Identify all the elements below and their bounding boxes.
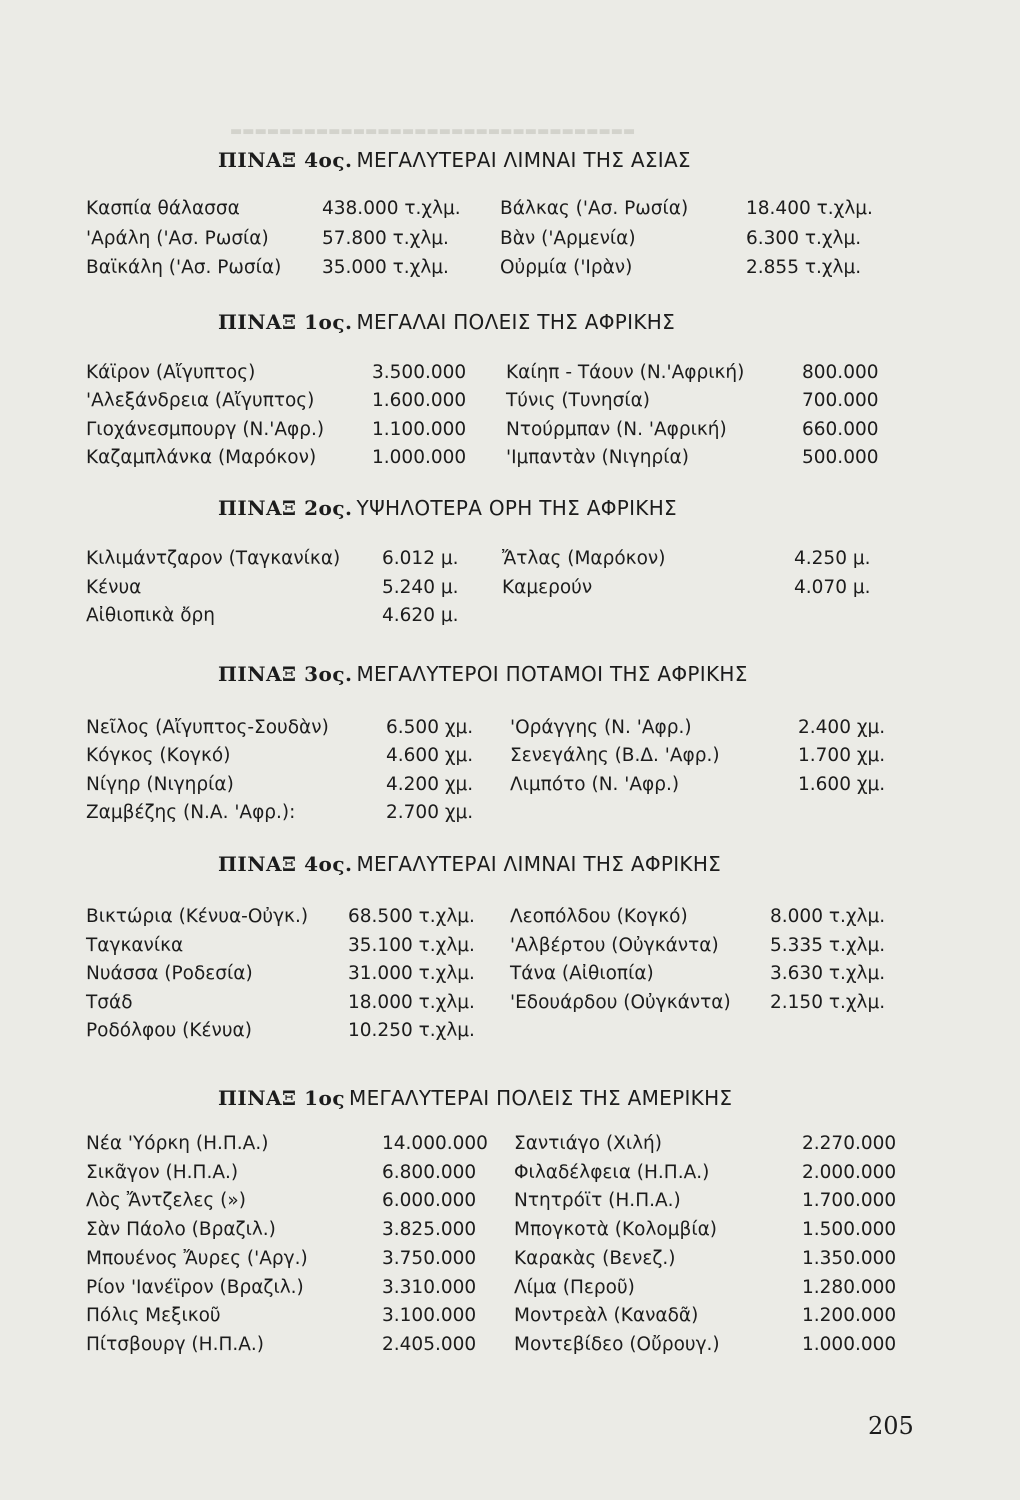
table-number: ΠΙΝΑΞ 4ος. [218, 148, 353, 172]
entry-value: 1.200.000 [802, 1305, 897, 1327]
entry-name: 'Αλεξάνδρεια (Αἴγυπτος) [86, 390, 315, 412]
entry-value: 6.000.000 [382, 1190, 477, 1212]
entry-value: 6.012 μ. [382, 548, 459, 569]
entry-name: Φιλαδέλφεια (Η.Π.Α.) [514, 1161, 710, 1183]
entry-value: 6.500 χμ. [386, 717, 474, 738]
entry-value: 2.700 χμ. [386, 801, 474, 823]
entry-name: Ἄτλας (Μαρόκον) [502, 548, 666, 569]
table-number: ΠΙΝΑΞ 1ος. [218, 310, 353, 334]
table-heading [218, 662, 748, 686]
entry-value: 5.335 τ.χλμ. [770, 934, 886, 956]
entry-name: Μοντεβίδεο (Οὔρουγ.) [514, 1333, 720, 1355]
entry-value: 2.000.000 [802, 1161, 897, 1183]
entry-name: Μπουένος Ἄυρες ('Αργ.) [86, 1247, 308, 1269]
page-number: 205 [868, 1412, 914, 1440]
table-heading [218, 852, 721, 876]
table-title: ΜΕΓΑΛΥΤΕΡΑΙ ΠΟΛΕΙΣ ΤΗΣ ΑΜΕΡΙΚΗΣ [349, 1086, 733, 1110]
entry-name: Ντητρόϊτ (Η.Π.Α.) [514, 1190, 681, 1212]
table-title: ΜΕΓΑΛΑΙ ΠΟΛΕΙΣ ΤΗΣ ΑΦΡΙΚΗΣ [356, 310, 676, 334]
entry-name: Τάνα (Αἰθιοπία) [510, 963, 654, 984]
entry-name: Τσάδ [86, 991, 133, 1013]
entry-name: Κένυα [86, 576, 142, 598]
table-title: ΥΨΗΛΟΤΕΡΑ ΟΡΗ ΤΗΣ ΑΦΡΙΚΗΣ [356, 496, 677, 520]
table-heading [218, 1086, 732, 1110]
entry-name: 'Ιμπαντὰν (Νιγηρία) [506, 446, 689, 468]
entry-name: Γιοχάνεσμπουργ (Ν.'Αφρ.) [86, 418, 325, 440]
entry-name: Λεοπόλδου (Κογκό) [510, 906, 688, 927]
entry-value: 800.000 [802, 362, 879, 383]
entry-value: 18.000 τ.χλμ. [348, 991, 475, 1013]
entry-value: 1.100.000 [372, 418, 467, 440]
table-heading [218, 310, 675, 334]
entry-name: Τύνις (Τυνησία) [506, 390, 651, 412]
table-number: ΠΙΝΑΞ 4ος. [218, 852, 353, 876]
entry-value: 35.000 τ.χλμ. [322, 257, 449, 278]
entry-name: Ρίον 'Ιανέϊρον (Βραζιλ.) [86, 1276, 304, 1298]
entry-value: 18.400 τ.χλμ. [746, 198, 873, 219]
entry-name: Σικᾶγον (Η.Π.Α.) [86, 1161, 239, 1183]
entry-value: 1.700 χμ. [798, 745, 886, 767]
entry-name: Λίμα (Περοῦ) [514, 1276, 635, 1298]
entry-name: Λιμπότο (Ν. 'Αφρ.) [510, 773, 680, 795]
entry-value: 1.700.000 [802, 1190, 897, 1212]
entry-name: Βαϊκάλη ('Ασ. Ρωσία) [86, 257, 282, 278]
entry-name: Σαντιάγο (Χιλή) [514, 1133, 662, 1154]
entry-name: Νέα 'Υόρκη (Η.Π.Α.) [86, 1133, 269, 1154]
entry-value: 10.250 τ.χλμ. [348, 1020, 475, 1041]
table-number: ΠΙΝΑΞ 3ος. [218, 662, 353, 686]
entry-name: Πίτσβουργ (Η.Π.Α.) [86, 1333, 264, 1355]
entry-name: Κόγκος (Κογκό) [86, 745, 231, 767]
entry-name: 'Αλβέρτου (Οὐγκάντα) [510, 934, 719, 956]
entry-value: 31.000 τ.χλμ. [348, 963, 475, 984]
entry-name: Αἰθιοπικὰ ὄρη [86, 605, 215, 626]
entry-value: 35.100 τ.χλμ. [348, 934, 475, 956]
table-number: ΠΙΝΑΞ 2ος. [218, 496, 353, 520]
entry-value: 3.100.000 [382, 1305, 477, 1327]
entry-name: Πόλις Μεξικοῦ [86, 1305, 221, 1327]
entry-name: Κιλιμάντζαρον (Ταγκανίκα) [86, 548, 341, 569]
entry-name: Κάϊρον (Αἴγυπτος) [86, 362, 256, 383]
entry-value: 4.620 μ. [382, 605, 459, 626]
entry-name: 'Αράλη ('Ασ. Ρωσία) [86, 227, 269, 249]
entry-name: Νεῖλος (Αἴγυπτος-Σουδὰν) [86, 717, 329, 738]
entry-name: Ταγκανίκα [86, 934, 184, 956]
entry-value: 4.250 μ. [794, 548, 871, 569]
entry-name: 'Οράγγης (Ν. 'Αφρ.) [510, 717, 692, 738]
entry-value: 1.000.000 [372, 446, 467, 468]
entry-value: 3.630 τ.χλμ. [770, 963, 886, 984]
entry-value: 6.300 τ.χλμ. [746, 227, 862, 249]
entry-value: 57.800 τ.χλμ. [322, 227, 449, 249]
entry-value: 2.405.000 [382, 1333, 477, 1355]
entry-value: 8.000 τ.χλμ. [770, 906, 886, 927]
entry-name: Καρακὰς (Βενεζ.) [514, 1247, 676, 1269]
entry-value: 1.280.000 [802, 1276, 897, 1298]
bleed-through-text: ▬▬▬▬▬▬▬▬▬▬▬▬▬▬▬▬▬▬▬▬▬▬▬▬▬▬▬▬▬▬▬▬▬ [230, 124, 636, 139]
entry-name: Μοντρεὰλ (Καναδᾶ) [514, 1305, 699, 1327]
entry-value: 2.855 τ.χλμ. [746, 257, 862, 278]
entry-value: 14.000.000 [382, 1133, 488, 1154]
table-heading [218, 496, 677, 520]
entry-name: Ντούρμπαν (Ν. 'Αφρική) [506, 418, 727, 440]
table-title: ΜΕΓΑΛΥΤΕΡΟΙ ΠΟΤΑΜΟΙ ΤΗΣ ΑΦΡΙΚΗΣ [356, 662, 748, 686]
entry-name: Ζαμβέζης (Ν.Α. 'Αφρ.): [86, 801, 296, 823]
entry-value: 438.000 τ.χλμ. [322, 198, 461, 219]
entry-value: 4.200 χμ. [386, 773, 474, 795]
entry-value: 3.750.000 [382, 1247, 477, 1269]
entry-name: 'Εδουάρδου (Οὐγκάντα) [510, 991, 731, 1013]
entry-name: Βικτώρια (Κένυα-Οὐγκ.) [86, 906, 309, 927]
entry-value: 700.000 [802, 390, 879, 412]
entry-value: 660.000 [802, 418, 879, 440]
entry-name: Οὐρμία ('Ιρὰν) [500, 257, 633, 278]
entry-value: 2.400 χμ. [798, 717, 886, 738]
entry-value: 1.600 χμ. [798, 773, 886, 795]
entry-value: 500.000 [802, 446, 879, 468]
entry-value: 1.500.000 [802, 1219, 897, 1241]
table-number: ΠΙΝΑΞ 1ος [218, 1086, 346, 1110]
entry-value: 1.350.000 [802, 1247, 897, 1269]
table-title: ΜΕΓΑΛΥΤΕΡΑΙ ΛΙΜΝΑΙ ΤΗΣ ΑΦΡΙΚΗΣ [356, 852, 722, 876]
entry-value: 3.825.000 [382, 1219, 477, 1241]
table-heading [218, 148, 691, 172]
entry-name: Μπογκοτὰ (Κολομβία) [514, 1219, 717, 1241]
entry-name: Καμερούν [502, 576, 593, 598]
entry-value: 5.240 μ. [382, 576, 459, 598]
entry-value: 2.270.000 [802, 1133, 897, 1154]
entry-value: 6.800.000 [382, 1161, 477, 1183]
entry-value: 4.070 μ. [794, 576, 871, 598]
entry-value: 4.600 χμ. [386, 745, 474, 767]
entry-value: 2.150 τ.χλμ. [770, 991, 886, 1013]
entry-name: Νυάσσα (Ροδεσία) [86, 963, 253, 984]
entry-name: Καζαμπλάνκα (Μαρόκον) [86, 446, 317, 468]
entry-value: 3.310.000 [382, 1276, 477, 1298]
entry-name: Κασπία θάλασσα [86, 198, 240, 219]
entry-name: Λὸς Ἄντζελες (») [86, 1190, 246, 1212]
entry-name: Καίηπ - Τάουν (Ν.'Αφρική) [506, 362, 745, 383]
entry-value: 68.500 τ.χλμ. [348, 906, 475, 927]
entry-name: Ροδόλφου (Κένυα) [86, 1020, 252, 1041]
table-title: ΜΕΓΑΛΥΤΕΡΑΙ ΛΙΜΝΑΙ ΤΗΣ ΑΣΙΑΣ [356, 148, 691, 172]
entry-name: Νίγηρ (Νιγηρία) [86, 773, 234, 795]
entry-name: Σενεγάλης (Β.Δ. 'Αφρ.) [510, 745, 720, 767]
entry-name: Βὰν ('Αρμενία) [500, 227, 636, 249]
entry-value: 1.600.000 [372, 390, 467, 412]
entry-name: Βάλκας ('Ασ. Ρωσία) [500, 198, 689, 219]
entry-value: 3.500.000 [372, 362, 467, 383]
entry-name: Σὰν Πάολο (Βραζιλ.) [86, 1219, 276, 1241]
entry-value: 1.000.000 [802, 1333, 897, 1355]
